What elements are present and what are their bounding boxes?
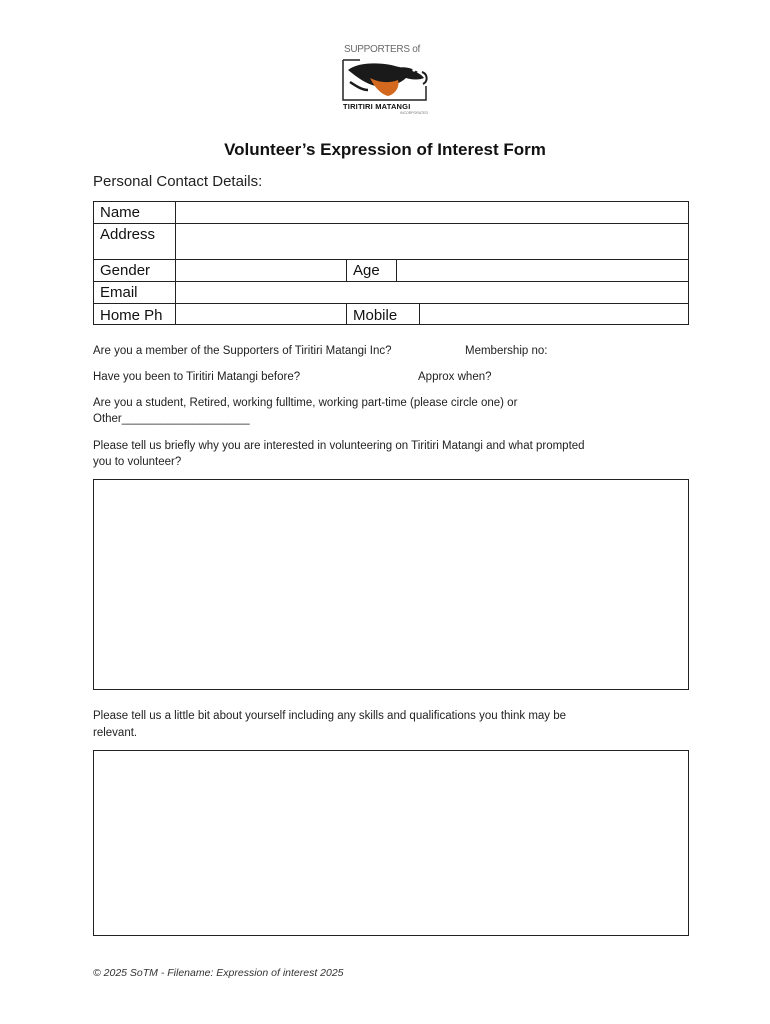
email-row xyxy=(94,282,688,304)
about-question: Please tell us a little bit about yourself including any skills and qualifications you think may be xyxy=(93,710,567,722)
gender-age-row xyxy=(94,260,688,282)
age-field[interactable] xyxy=(396,260,688,281)
why-answer-box[interactable] xyxy=(93,479,689,690)
email-label: Email xyxy=(100,284,138,301)
gender-label: Gender xyxy=(100,262,151,279)
address-row xyxy=(94,224,688,260)
logo-small-text: INCORPORATED xyxy=(400,111,428,115)
saddleback-bird-icon xyxy=(340,56,430,102)
name-label: Name xyxy=(100,204,141,221)
age-label: Age xyxy=(346,260,396,281)
why-question: Please tell us briefly why you are interested in volunteering on Tiritiri Matangi and what prompted xyxy=(93,440,585,452)
member-question: Are you a member of the Supporters of Tiritiri Matangi Inc? xyxy=(93,345,392,357)
status-question: Are you a student, Retired, working fulltime, working part-time (please circle one) or xyxy=(93,397,518,409)
about-question-cont: relevant. xyxy=(93,727,138,739)
personal-contact-heading: Personal Contact Details: xyxy=(93,173,263,190)
contact-details-table xyxy=(93,201,689,325)
logo-bottom-text: TIRITIRI MATANGI xyxy=(343,102,411,111)
name-field[interactable] xyxy=(175,202,688,223)
mobile-field[interactable] xyxy=(419,304,688,324)
why-question-cont: you to volunteer? xyxy=(93,456,182,468)
address-field[interactable] xyxy=(175,224,688,259)
home-phone-field[interactable] xyxy=(175,304,346,324)
form-title: Volunteer’s Expression of Interest Form xyxy=(224,140,546,159)
logo-top-text: SUPPORTERS of xyxy=(344,44,420,55)
phone-row xyxy=(94,304,688,324)
been-before-question: Have you been to Tiritiri Matangi before? xyxy=(93,371,301,383)
membership-no-label: Membership no: xyxy=(465,345,548,357)
about-answer-box[interactable] xyxy=(93,750,689,936)
sotm-logo xyxy=(340,44,430,116)
mobile-label: Mobile xyxy=(346,304,419,324)
approx-when-label: Approx when? xyxy=(418,371,492,383)
email-field[interactable] xyxy=(175,282,688,303)
name-row xyxy=(94,202,688,224)
gender-field[interactable] xyxy=(175,260,346,281)
address-label: Address xyxy=(100,226,156,243)
footer-text: © 2025 SoTM - Filename: Expression of interest 2025 xyxy=(93,967,344,979)
status-other-line: Other____________________ xyxy=(93,413,250,425)
home-phone-label: Home Ph xyxy=(100,307,163,324)
